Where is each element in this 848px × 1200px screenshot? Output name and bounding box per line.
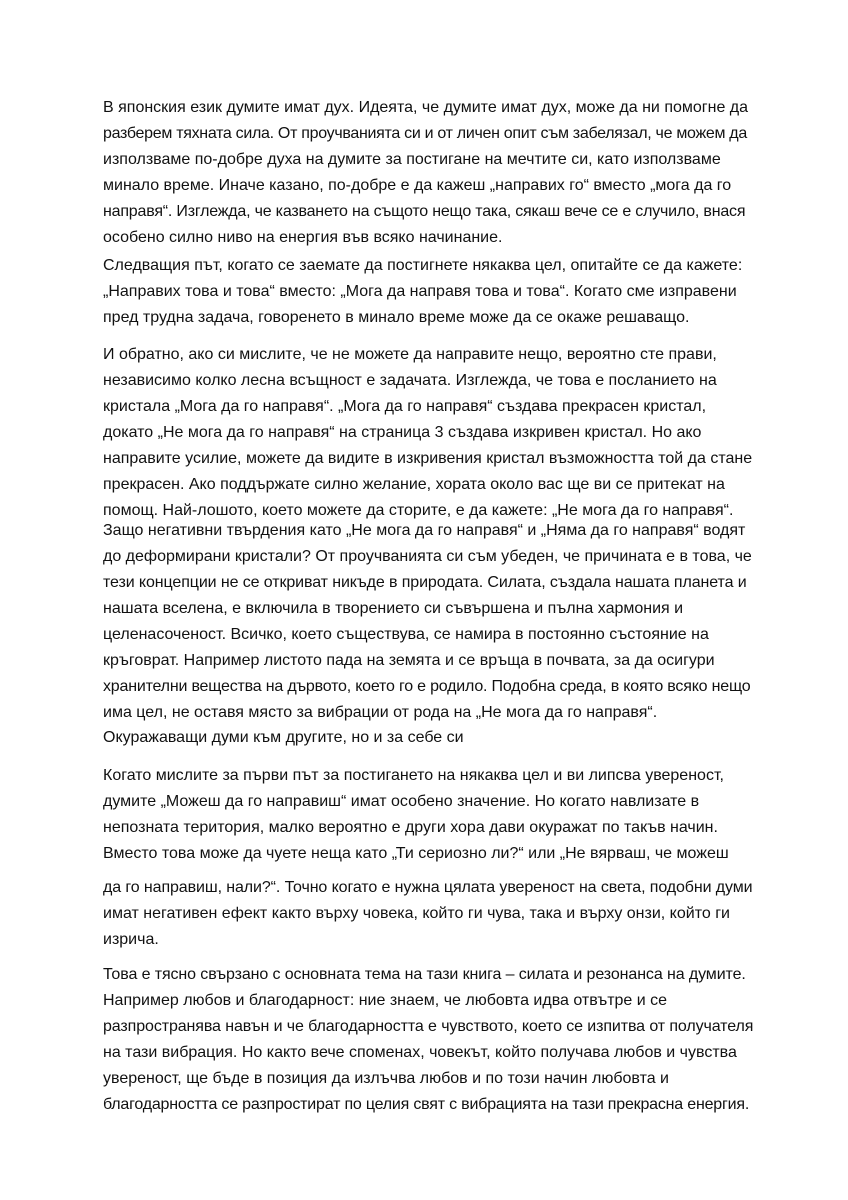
text-line: докато „Не мога да го направя“ на страница 3 създава изкривен кристал. Но ако (103, 424, 702, 441)
text-line: пред трудна задача, говоренето в минало време може да се окаже решаващо. (103, 309, 690, 326)
text-line: минало време. Иначе казано, по-добре е да кажеш „направих го“ вместо „мога да го (103, 177, 732, 194)
text-line: И обратно, ако си мислите, че не можете да направите нещо, вероятно сте прави, (103, 346, 717, 363)
paragraph (103, 962, 753, 1118)
text-line: увереност, ще бъде в позиция да излъчва любов и по този начин любовта и (103, 1070, 669, 1087)
paragraph (103, 763, 753, 867)
text-line: изрича. (103, 931, 159, 948)
text-line: на тази вибрация. Но както вече споменах, човекът, който получава любов и чувства (103, 1044, 737, 1061)
text-line: направя“. Изглежда, че казването на същото нещо така, сякаш вече се е случило, внася (103, 203, 746, 220)
text-line: тези концепции не се откриват никъде в природата. Силата, създала нашата планета и (103, 574, 747, 591)
text-line: особено силно ниво на енергия във всяко начинание. (103, 229, 503, 246)
text-line: Когато мислите за първи път за постигането на някаква цел и ви липсва увереност, (103, 767, 724, 784)
paragraph (103, 518, 753, 726)
text-line: прекрасен. Ако поддържате силно желание, хората около вас ще ви се притекат на (103, 476, 725, 493)
text-line: помощ. Най-лошото, което можете да сторите, е да кажете: „Не мога да го направя“. (103, 502, 734, 519)
text-line: Това е тясно свързано с основната тема на тази книга – силата и резонанса на думите. (103, 966, 746, 983)
text-line: хранителни вещества на дървото, което го е родило. Подобна среда, в която всяко нещо (103, 678, 751, 695)
text-line: Защо негативни твърдения като „Не мога да го направя“ и „Няма да го направя“ водят (103, 522, 746, 539)
heading-text: Окуражаващи думи към другите, но и за себе си (103, 729, 464, 746)
section-heading (103, 725, 753, 751)
text-line: нашата вселена, е включила в творението си съвършена и пълна хармония и (103, 600, 684, 617)
text-line: разберем тяхната сила. От проучванията си и от личен опит съм забелязал, че можем да (103, 125, 747, 142)
text-line: кристала „Мога да го направя“. „Мога да го направя“ създава прекрасен кристал, (103, 398, 707, 415)
text-line: независимо колко лесна всъщност е задачата. Изглежда, че това е посланието на (103, 372, 717, 389)
text-line: Следващия път, когато се заемате да постигнете някаква цел, опитайте се да кажете: (103, 257, 743, 274)
text-line: непозната територия, малко вероятно е други хора дави окуражат по такъв начин. (103, 819, 718, 836)
text-line: думите „Можеш да го направиш“ имат особено значение. Но когато навлизате в (103, 793, 700, 810)
paragraph (103, 253, 753, 331)
paragraph (103, 342, 753, 524)
text-line: използваме по-добре духа на думите за постигане на мечтите си, като използваме (103, 151, 721, 168)
text-line: направите усилие, можете да видите в изкривения кристал възможността той да стане (103, 450, 753, 467)
text-line: В японския език думите имат дух. Идеята, че думите имат дух, може да ни помогне да (103, 99, 749, 116)
text-line: Например любов и благодарност: ние знаем, че любовта идва отвътре и се (103, 992, 668, 1009)
paragraph (103, 95, 753, 251)
text-line: целенасоченост. Всичко, което съществува, се намира в постоянно състояние на (103, 626, 709, 643)
text-line: Вместо това може да чуете неща като „Ти сериозно ли?“ или „Не вярваш, че можеш (103, 845, 729, 862)
text-line: имат негативен ефект както върху човека, който ги чува, така и върху онзи, който ги (103, 905, 730, 922)
text-line: разпространява навън и че благодарността е чувството, което се изпитва от получателя (103, 1018, 754, 1035)
text-line: благодарността се разпростират по целия свят с вибрацията на тази прекрасна енергия. (103, 1096, 750, 1113)
paragraph (103, 875, 753, 953)
text-line: до деформирани кристали? От проучванията си съм убеден, че причината е в това, че (103, 548, 752, 565)
text-line: да го направиш, нали?“. Точно когато е нужна цялата увереност на света, подобни думи (103, 879, 753, 896)
text-line: кръговрат. Например листото пада на земята и се връща в почвата, за да осигури (103, 652, 715, 669)
text-line: „Направих това и това“ вместо: „Мога да направя това и това“. Когато сме изправени (103, 283, 737, 300)
text-line: има цел, не оставя място за вибрации от рода на „Не мога да го направя“. (103, 704, 658, 721)
